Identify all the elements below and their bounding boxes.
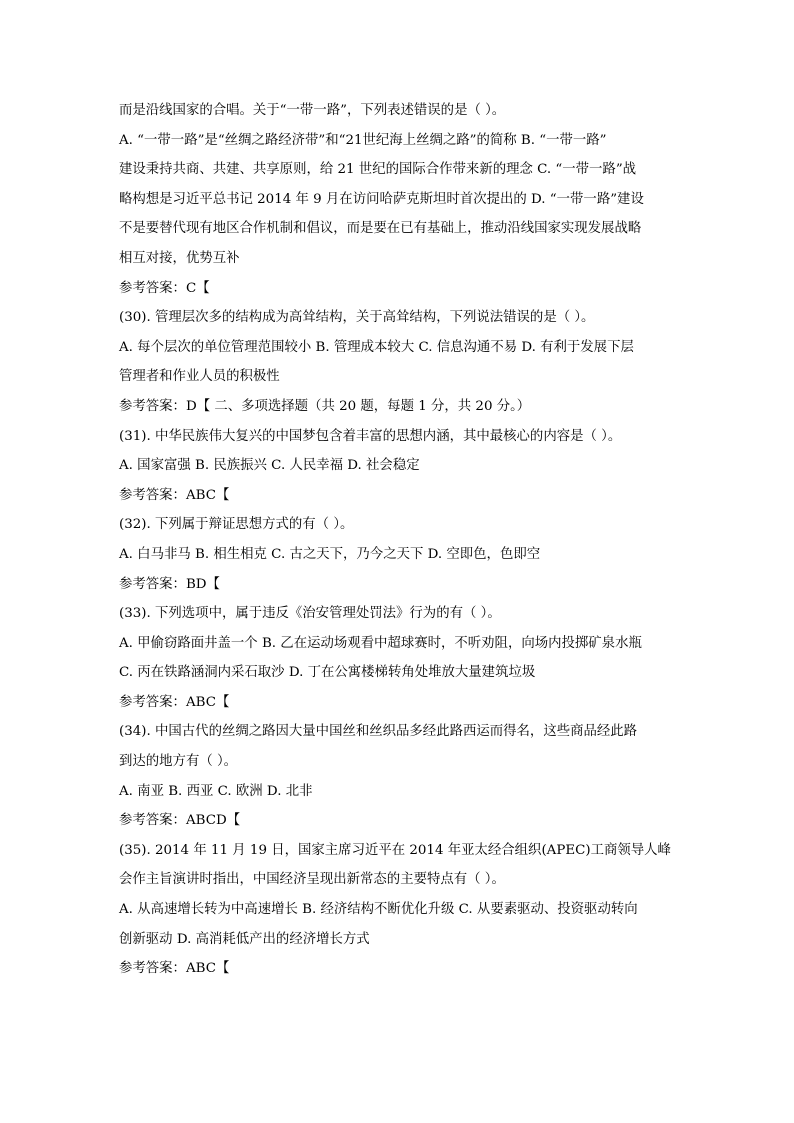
option-line: 不是要替代现有地区合作机制和倡议，而是要在已有基础上，推动沿线国家实现发展战略 bbox=[119, 221, 642, 237]
text-line: 而是沿线国家的合唱。关于“一带一路”，下列表述错误的是（ ）。 bbox=[119, 103, 506, 118]
option-line: A. 甲偷窃路面井盖一个 B. 乙在运动场观看中超球赛时，不听劝阻，向场内投掷矿泉水瓶 bbox=[119, 635, 642, 651]
option-line: A. 每个层次的单位管理范围较小 B. 管理成本较大 C. 信息沟通不易 D. 有利于发展下层 bbox=[119, 339, 634, 355]
option-line: 建设秉持共商、共建、共享原则，给 21 世纪的国际合作带来新的理念 C. “一带一路”战 bbox=[119, 162, 637, 178]
question-32: (32). 下列属于辩证思想方式的有（ ）。 bbox=[119, 517, 354, 533]
question-33: (33). 下列选项中，属于违反《治安管理处罚法》行为的有（ ）。 bbox=[119, 606, 501, 622]
answer-line: 参考答案：ABCD【 bbox=[119, 813, 241, 829]
option-line: A. 从高速增长转为中高速增长 B. 经济结构不断优化升级 C. 从要素驱动、投资驱动转向 bbox=[119, 902, 638, 918]
option-line: 相互对接，优势互补 bbox=[119, 250, 240, 266]
answer-line: 参考答案：BD【 bbox=[119, 576, 220, 592]
option-line: 管理者和作业人员的积极性 bbox=[119, 369, 280, 385]
question-34: (34). 中国古代的丝绸之路因大量中国丝和丝织品多经此路西运而得名，这些商品经此路 bbox=[119, 724, 638, 740]
question-34-cont: 到达的地方有（ ）。 bbox=[119, 754, 238, 770]
question-30: (30). 管理层次多的结构成为高耸结构，关于高耸结构，下列说法错误的是（ ）。 bbox=[119, 310, 595, 326]
option-line: C. 丙在铁路涵洞内采石取沙 D. 丁在公寓楼梯转角处堆放大量建筑垃圾 bbox=[119, 665, 536, 681]
answer-line: 参考答案：C【 bbox=[119, 280, 210, 296]
answer-line: 参考答案：ABC【 bbox=[119, 961, 230, 977]
question-35: (35). 2014 年 11 月 19 日，国家主席习近平在 2014 年亚太经合组织(APEC)工商领导人峰 bbox=[119, 842, 671, 858]
option-line: A. 国家富强 B. 民族振兴 C. 人民幸福 D. 社会稳定 bbox=[119, 458, 420, 474]
question-31: (31). 中华民族伟大复兴的中国梦包含着丰富的思想内涵，其中最核心的内容是（ ）。 bbox=[119, 428, 622, 444]
answer-line: 参考答案：ABC【 bbox=[119, 487, 230, 503]
answer-line: 参考答案：ABC【 bbox=[119, 694, 230, 710]
option-line: A. 南亚 B. 西亚 C. 欧洲 D. 北非 bbox=[119, 783, 313, 799]
option-line: A. “一带一路”是“丝绸之路经济带”和“21世纪海上丝绸之路”的简称 B. “一带一路” bbox=[119, 132, 607, 148]
option-line: 创新驱动 D. 高消耗低产出的经济增长方式 bbox=[119, 931, 370, 947]
answer-line: 参考答案：D【 二、多项选择题（共 20 题，每题 1 分，共 20 分。） bbox=[119, 398, 531, 414]
option-line: 略构想是习近平总书记 2014 年 9 月在访问哈萨克斯坦时首次提出的 D. “一带一路”建设 bbox=[119, 191, 644, 207]
document-text bbox=[119, 96, 679, 984]
question-35-cont: 会作主旨演讲时指出，中国经济呈现出新常态的主要特点有（ ）。 bbox=[119, 872, 505, 888]
option-line: A. 白马非马 B. 相生相克 C. 古之天下，乃今之天下 D. 空即色，色即空 bbox=[119, 546, 541, 562]
